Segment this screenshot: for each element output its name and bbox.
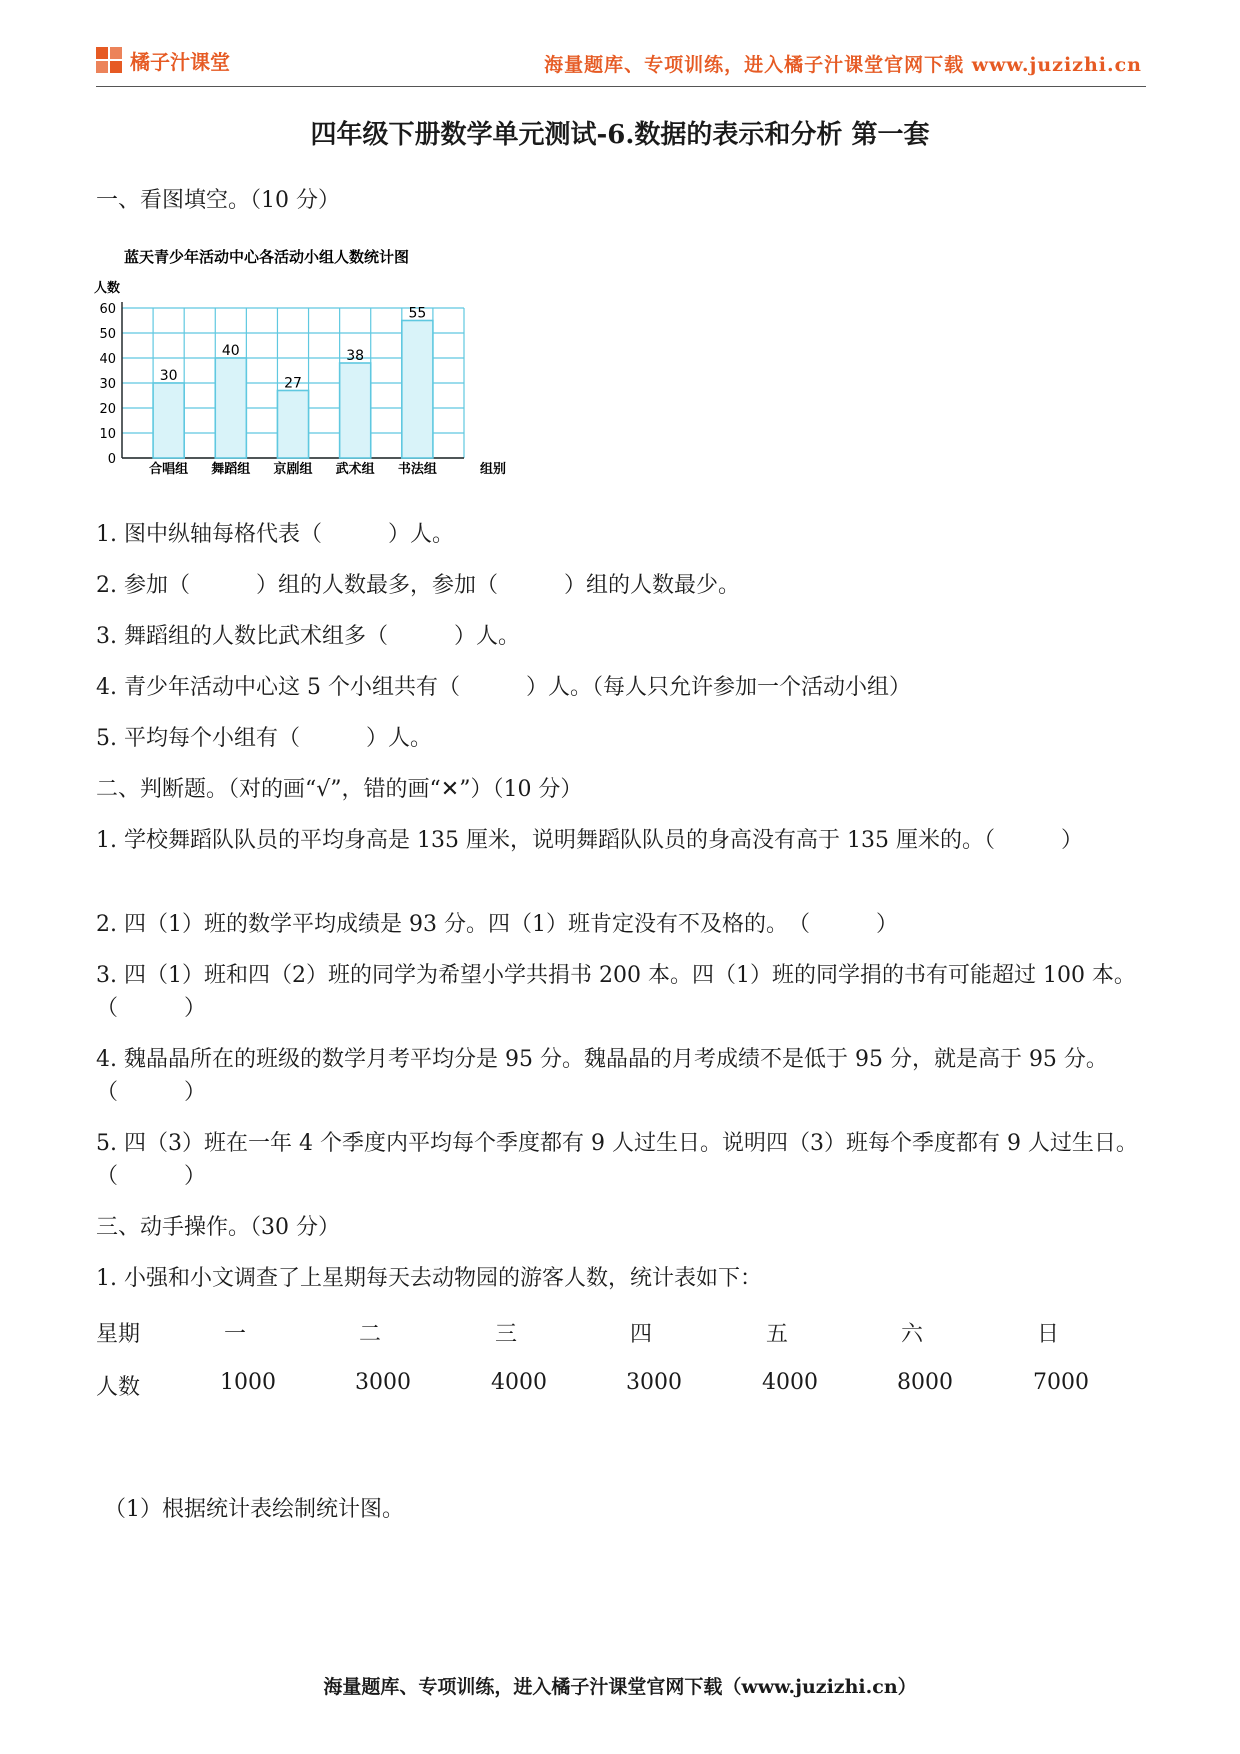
y-axis-label: 人数: [94, 281, 121, 296]
y-tick-label: 30: [99, 377, 116, 392]
s1-question-2: 2. 参加（ ）组的人数最多，参加（ ）组的人数最少。: [96, 573, 740, 598]
section3-heading: 三、动手操作。（30 分）: [96, 1215, 340, 1240]
bar-0: [153, 383, 184, 458]
logo-mark-icon: [96, 47, 124, 75]
table-cell: 4000: [762, 1370, 818, 1395]
y-tick-label: 40: [99, 352, 116, 367]
bar-data-label: 40: [221, 343, 240, 359]
y-tick-label: 50: [99, 327, 116, 342]
table-cell: 四: [630, 1322, 653, 1347]
logo-text: 橘子汁课堂: [130, 50, 230, 74]
x-tick-label: 舞蹈组: [211, 462, 251, 477]
x-tick-label: 京剧组: [273, 462, 313, 477]
header-slogan[interactable]: 海量题库、专项训练，进入橘子汁课堂官网下载 www.juzizhi.cn: [544, 54, 1142, 76]
y-tick-label: 60: [99, 302, 116, 317]
chart-title: 蓝天青少年活动中心各活动小组人数统计图: [124, 248, 410, 266]
y-tick-label: 20: [99, 402, 116, 417]
s3-subquestion-1: （1）根据统计表绘制统计图。: [104, 1497, 404, 1522]
x-tick-label: 书法组: [397, 462, 437, 477]
bar-data-label: 55: [408, 305, 427, 322]
bar-chart: [88, 238, 528, 478]
bar-1: [215, 358, 246, 458]
table-cell: 五: [766, 1322, 789, 1347]
table-cell: 3000: [626, 1370, 682, 1395]
table-cell: 7000: [1033, 1370, 1089, 1395]
section1-heading: 一、看图填空。（10 分）: [96, 188, 340, 213]
bar-data-label: 30: [159, 368, 178, 384]
s1-question-5: 5. 平均每个小组有（ ）人。: [96, 726, 432, 751]
bar-3: [340, 363, 371, 458]
y-tick-label: 0: [107, 452, 116, 467]
section2-heading: 二、判断题。（对的画“√”，错的画“✕”）（10 分）: [96, 777, 583, 802]
table-cell: 六: [901, 1322, 924, 1347]
table-cell: 1000: [220, 1370, 276, 1395]
page-title: 四年级下册数学单元测试-6.数据的表示和分析 第一套: [310, 120, 930, 150]
bar-data-label: 27: [284, 375, 302, 392]
s2-question-5: 5. 四（3）班在一年 4 个季度内平均每个季度都有 9 人过生日。说明四（3）班每个季度都有 9 人过生日。 （ ）: [96, 1131, 1149, 1189]
table-cell: 3000: [355, 1370, 411, 1395]
s1-question-1: 1. 图中纵轴每格代表（ ）人。: [96, 522, 454, 547]
x-axis-label: 组别: [480, 462, 507, 477]
y-tick-label: 10: [99, 427, 116, 442]
table-cell: 二: [359, 1322, 382, 1347]
table-cell: 4000: [491, 1370, 547, 1395]
bar-data-label: 38: [346, 348, 365, 364]
table-row-label: 星期: [96, 1322, 141, 1347]
page-header: [96, 44, 1146, 87]
bar-2: [277, 391, 308, 459]
chart-bars: [153, 306, 433, 459]
s2-question-1: 1. 学校舞蹈队队员的平均身高是 135 厘米，说明舞蹈队队员的身高没有高于 135 厘米的。（ ）: [96, 828, 1083, 853]
table-row-label: 人数: [96, 1375, 141, 1400]
x-tick-label: 合唱组: [149, 462, 189, 477]
s2-question-2: 2. 四（1）班的数学平均成绩是 93 分。四（1）班肯定没有不及格的。 （ ）: [96, 912, 898, 937]
x-tick-label: 武术组: [335, 462, 375, 477]
s1-question-4: 4. 青少年活动中心这 5 个小组共有（ ）人。（每人只允许参加一个活动小组）: [96, 675, 911, 700]
logo[interactable]: [96, 46, 230, 75]
table-cell: 三: [495, 1322, 518, 1347]
table-cell: 8000: [897, 1370, 953, 1395]
s2-question-3: 3. 四（1）班和四（2）班的同学为希望小学共捐书 200 本。四（1）班的同学捐的书有可能超过 100 本。 （ ）: [96, 963, 1147, 1021]
table-cell: 一: [224, 1322, 247, 1347]
s2-question-4: 4. 魏晶晶所在的班级的数学月考平均分是 95 分。魏晶晶的月考成绩不是低于 95 分，就是高于 95 分。 （ ）: [96, 1047, 1119, 1105]
s3-question-1: 1. 小强和小文调查了上星期每天去动物园的游客人数，统计表如下：: [96, 1266, 762, 1291]
table-cell: 日: [1037, 1322, 1060, 1347]
page-footer: 海量题库、专项训练，进入橘子汁课堂官网下载（www.juzizhi.cn）: [323, 1676, 917, 1698]
y-tick-labels: [99, 302, 116, 467]
bar-4: [402, 321, 433, 459]
s1-question-3: 3. 舞蹈组的人数比武术组多（ ）人。: [96, 624, 520, 649]
x-tick-labels: [149, 461, 437, 477]
